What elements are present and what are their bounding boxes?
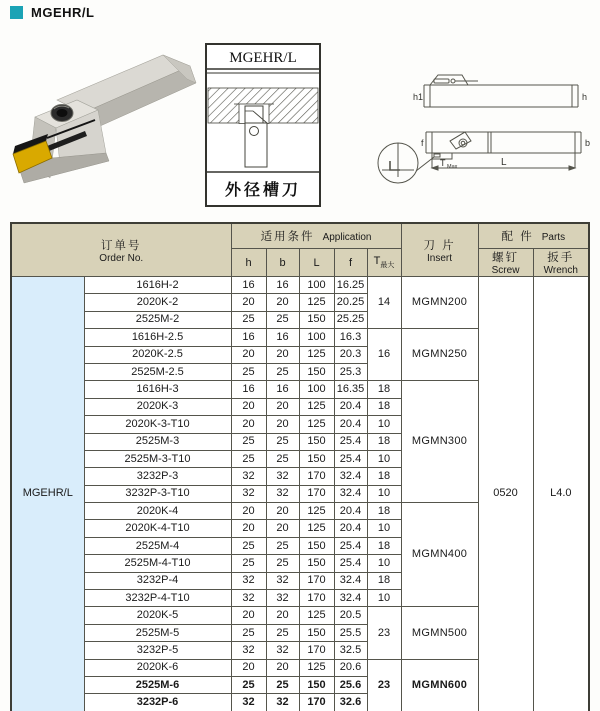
product-photo [5,42,205,207]
cell-order-no: 1616H-2 [84,277,231,294]
cell-insert: MGMN400 [401,503,478,607]
cell-b: 32 [266,485,299,502]
cell-L: 150 [299,555,334,572]
cell-h: 20 [231,398,266,415]
cell-b: 25 [266,311,299,328]
dim-label-L: L [501,157,507,168]
header-col-f: f [334,249,367,277]
series-label-cell: MGEHR/L [11,277,84,711]
cell-L: 125 [299,520,334,537]
cell-h: 20 [231,503,266,520]
cell-f: 25.4 [334,537,367,554]
cell-order-no: 3232P-4-T10 [84,590,231,607]
cell-L: 125 [299,607,334,624]
cell-f: 20.25 [334,294,367,311]
cell-h: 32 [231,590,266,607]
cell-f: 32.4 [334,485,367,502]
cell-b: 16 [266,329,299,346]
cell-tmax: 16 [367,329,401,381]
cell-insert: MGMN250 [401,329,478,381]
cell-f: 25.4 [334,433,367,450]
cell-b: 25 [266,555,299,572]
cell-b: 32 [266,572,299,589]
cell-f: 32.4 [334,572,367,589]
application-diagram [205,43,321,207]
cell-L: 100 [299,381,334,398]
header-col-tmax [367,249,401,277]
cell-tmax: 18 [367,381,401,398]
cell-tmax: 23 [367,659,401,711]
tool-tip [245,106,263,123]
dimension-drawings [370,65,600,210]
dim-label-b: b [585,138,591,148]
cell-f: 20.5 [334,607,367,624]
header-col-b: b [266,249,299,277]
side-view [424,75,578,107]
diagram-caption: 外径槽刀 [224,182,302,199]
cell-L: 150 [299,311,334,328]
table-body [11,277,589,711]
cell-b: 20 [266,398,299,415]
cell-L: 125 [299,659,334,676]
cell-tmax: 14 [367,277,401,329]
header-col-h: h [231,249,266,277]
header-application [231,223,401,249]
cell-L: 125 [299,416,334,433]
cell-order-no: 3232P-3 [84,468,231,485]
cell-order-no: 2525M-6 [84,676,231,693]
cell-tmax: 18 [367,503,401,520]
cell-b: 25 [266,537,299,554]
cell-b: 25 [266,676,299,693]
cell-L: 100 [299,329,334,346]
dim-label-tmax-sub: Max [447,164,458,170]
cell-tmax: 10 [367,555,401,572]
cell-order-no: 2020K-2 [84,294,231,311]
cell-L: 170 [299,590,334,607]
cell-tmax: 10 [367,450,401,467]
header-wrench-zh: 扳手 [547,252,575,264]
cell-L: 170 [299,485,334,502]
header-insert [401,223,478,277]
header-col-L: L [299,249,334,277]
cell-L: 170 [299,572,334,589]
cell-L: 150 [299,363,334,380]
cell-tmax: 18 [367,468,401,485]
cell-order-no: 2525M-3 [84,433,231,450]
cell-f: 32.4 [334,468,367,485]
cell-b: 20 [266,607,299,624]
header-screw-en: Screw [491,265,520,276]
cell-tmax: 18 [367,398,401,415]
cell-tmax: 23 [367,607,401,659]
dim-label-h1: h1 [413,92,424,102]
cell-order-no: 2525M-2.5 [84,363,231,380]
cell-L: 170 [299,642,334,659]
cell-b: 16 [266,381,299,398]
cell-L: 150 [299,676,334,693]
spec-table [10,222,590,711]
header-insert-zh: 刀 片 [423,239,456,252]
cell-b: 25 [266,450,299,467]
cell-b: 32 [266,694,299,711]
cell-b: 32 [266,642,299,659]
cell-tmax: 10 [367,590,401,607]
table-row [11,277,589,294]
cell-order-no: 3232P-4 [84,572,231,589]
cell-b: 20 [266,503,299,520]
cell-order-no: 2525M-5 [84,624,231,641]
cell-f: 20.4 [334,416,367,433]
cell-h: 25 [231,676,266,693]
header-parts-zh: 配 件 [501,231,534,243]
cell-h: 25 [231,433,266,450]
cell-tmax: 10 [367,416,401,433]
cell-h: 25 [231,555,266,572]
cell-order-no: 2525M-4 [84,537,231,554]
cell-order-no: 2525M-3-T10 [84,450,231,467]
cell-insert: MGMN300 [401,381,478,503]
bullet-square-icon [10,6,23,19]
cell-L: 170 [299,468,334,485]
header-order-en: Order No. [99,252,144,264]
cell-order-no: 2020K-3 [84,398,231,415]
cell-h: 25 [231,363,266,380]
cell-h: 25 [231,624,266,641]
cell-order-no: 3232P-6 [84,694,231,711]
cell-order-no: 3232P-3-T10 [84,485,231,502]
dim-label-tmax: T [440,158,446,168]
cell-order-no: 2020K-6 [84,659,231,676]
cell-b: 20 [266,294,299,311]
cell-L: 100 [299,277,334,294]
header-parts [478,223,589,249]
cell-L: 150 [299,433,334,450]
cell-f: 16.25 [334,277,367,294]
cell-h: 25 [231,537,266,554]
cell-order-no: 1616H-3 [84,381,231,398]
cell-order-no: 2020K-4 [84,503,231,520]
cell-b: 25 [266,624,299,641]
cell-insert: MGMN600 [401,659,478,711]
cell-f: 16.35 [334,381,367,398]
cell-order-no: 2020K-2.5 [84,346,231,363]
plan-view [378,132,581,183]
cell-L: 125 [299,398,334,415]
header-screw [478,249,533,277]
cell-L: 170 [299,694,334,711]
header-application-zh: 适用条件 [260,231,315,243]
cell-wrench: L4.0 [533,277,589,711]
cell-tmax: 18 [367,433,401,450]
cell-L: 125 [299,503,334,520]
cell-h: 25 [231,450,266,467]
cell-f: 25.25 [334,311,367,328]
tool-body [245,123,267,167]
cell-f: 32.4 [334,590,367,607]
cell-h: 32 [231,468,266,485]
cell-tmax: 10 [367,520,401,537]
cell-b: 32 [266,468,299,485]
cell-b: 25 [266,363,299,380]
cell-h: 20 [231,607,266,624]
header-order-no [11,223,231,277]
cell-f: 25.4 [334,450,367,467]
page-header [10,5,94,20]
cell-tmax: 18 [367,537,401,554]
cell-f: 25.6 [334,676,367,693]
cell-h: 20 [231,659,266,676]
header-parts-en: Parts [541,232,566,243]
cell-f: 20.4 [334,503,367,520]
cell-order-no: 2020K-4-T10 [84,520,231,537]
cell-b: 25 [266,433,299,450]
cell-f: 25.4 [334,555,367,572]
cell-b: 32 [266,590,299,607]
cell-b: 20 [266,346,299,363]
cell-order-no: 2525M-2 [84,311,231,328]
header-wrench-en: Wrench [543,265,578,276]
cell-f: 32.6 [334,694,367,711]
header-insert-en: Insert [427,252,453,264]
cell-h: 16 [231,381,266,398]
cell-L: 125 [299,346,334,363]
cell-b: 20 [266,520,299,537]
table-header [11,223,589,277]
dim-label-f: f [421,138,424,148]
cell-h: 16 [231,329,266,346]
cell-L: 150 [299,624,334,641]
header-application-en: Application [322,232,372,243]
header-t-base: T [373,254,381,267]
header-t-sub: 最大 [380,262,395,270]
cell-h: 32 [231,642,266,659]
cell-h: 20 [231,520,266,537]
cell-h: 25 [231,311,266,328]
cell-screw: 0520 [478,277,533,711]
diagram-title: MGEHR/L [229,50,297,66]
cell-f: 20.4 [334,520,367,537]
cell-f: 25.5 [334,624,367,641]
screw-socket [57,109,68,117]
cell-h: 16 [231,277,266,294]
cell-order-no: 2525M-4-T10 [84,555,231,572]
cell-h: 20 [231,416,266,433]
cell-tmax: 10 [367,485,401,502]
cell-order-no: 2020K-3-T10 [84,416,231,433]
cell-h: 32 [231,485,266,502]
dim-label-h: h [582,92,588,102]
header-screw-zh: 螺钉 [492,252,520,264]
cell-h: 32 [231,694,266,711]
cell-L: 150 [299,450,334,467]
cell-order-no: 3232P-5 [84,642,231,659]
cell-order-no: 1616H-2.5 [84,329,231,346]
cell-f: 25.3 [334,363,367,380]
header-wrench [533,249,589,277]
cell-f: 20.6 [334,659,367,676]
cell-b: 16 [266,277,299,294]
cell-order-no: 2020K-5 [84,607,231,624]
cell-insert: MGMN200 [401,277,478,329]
cell-tmax: 18 [367,572,401,589]
cell-h: 20 [231,346,266,363]
cell-L: 125 [299,294,334,311]
cell-h: 32 [231,572,266,589]
cell-f: 16.3 [334,329,367,346]
cell-h: 20 [231,294,266,311]
cell-L: 150 [299,537,334,554]
cell-insert: MGMN500 [401,607,478,659]
cell-b: 20 [266,416,299,433]
cell-f: 20.4 [334,398,367,415]
cell-f: 20.3 [334,346,367,363]
page-title: MGEHR/L [31,5,95,20]
header-order-zh: 订单号 [101,239,142,252]
cell-b: 20 [266,659,299,676]
cell-f: 32.5 [334,642,367,659]
